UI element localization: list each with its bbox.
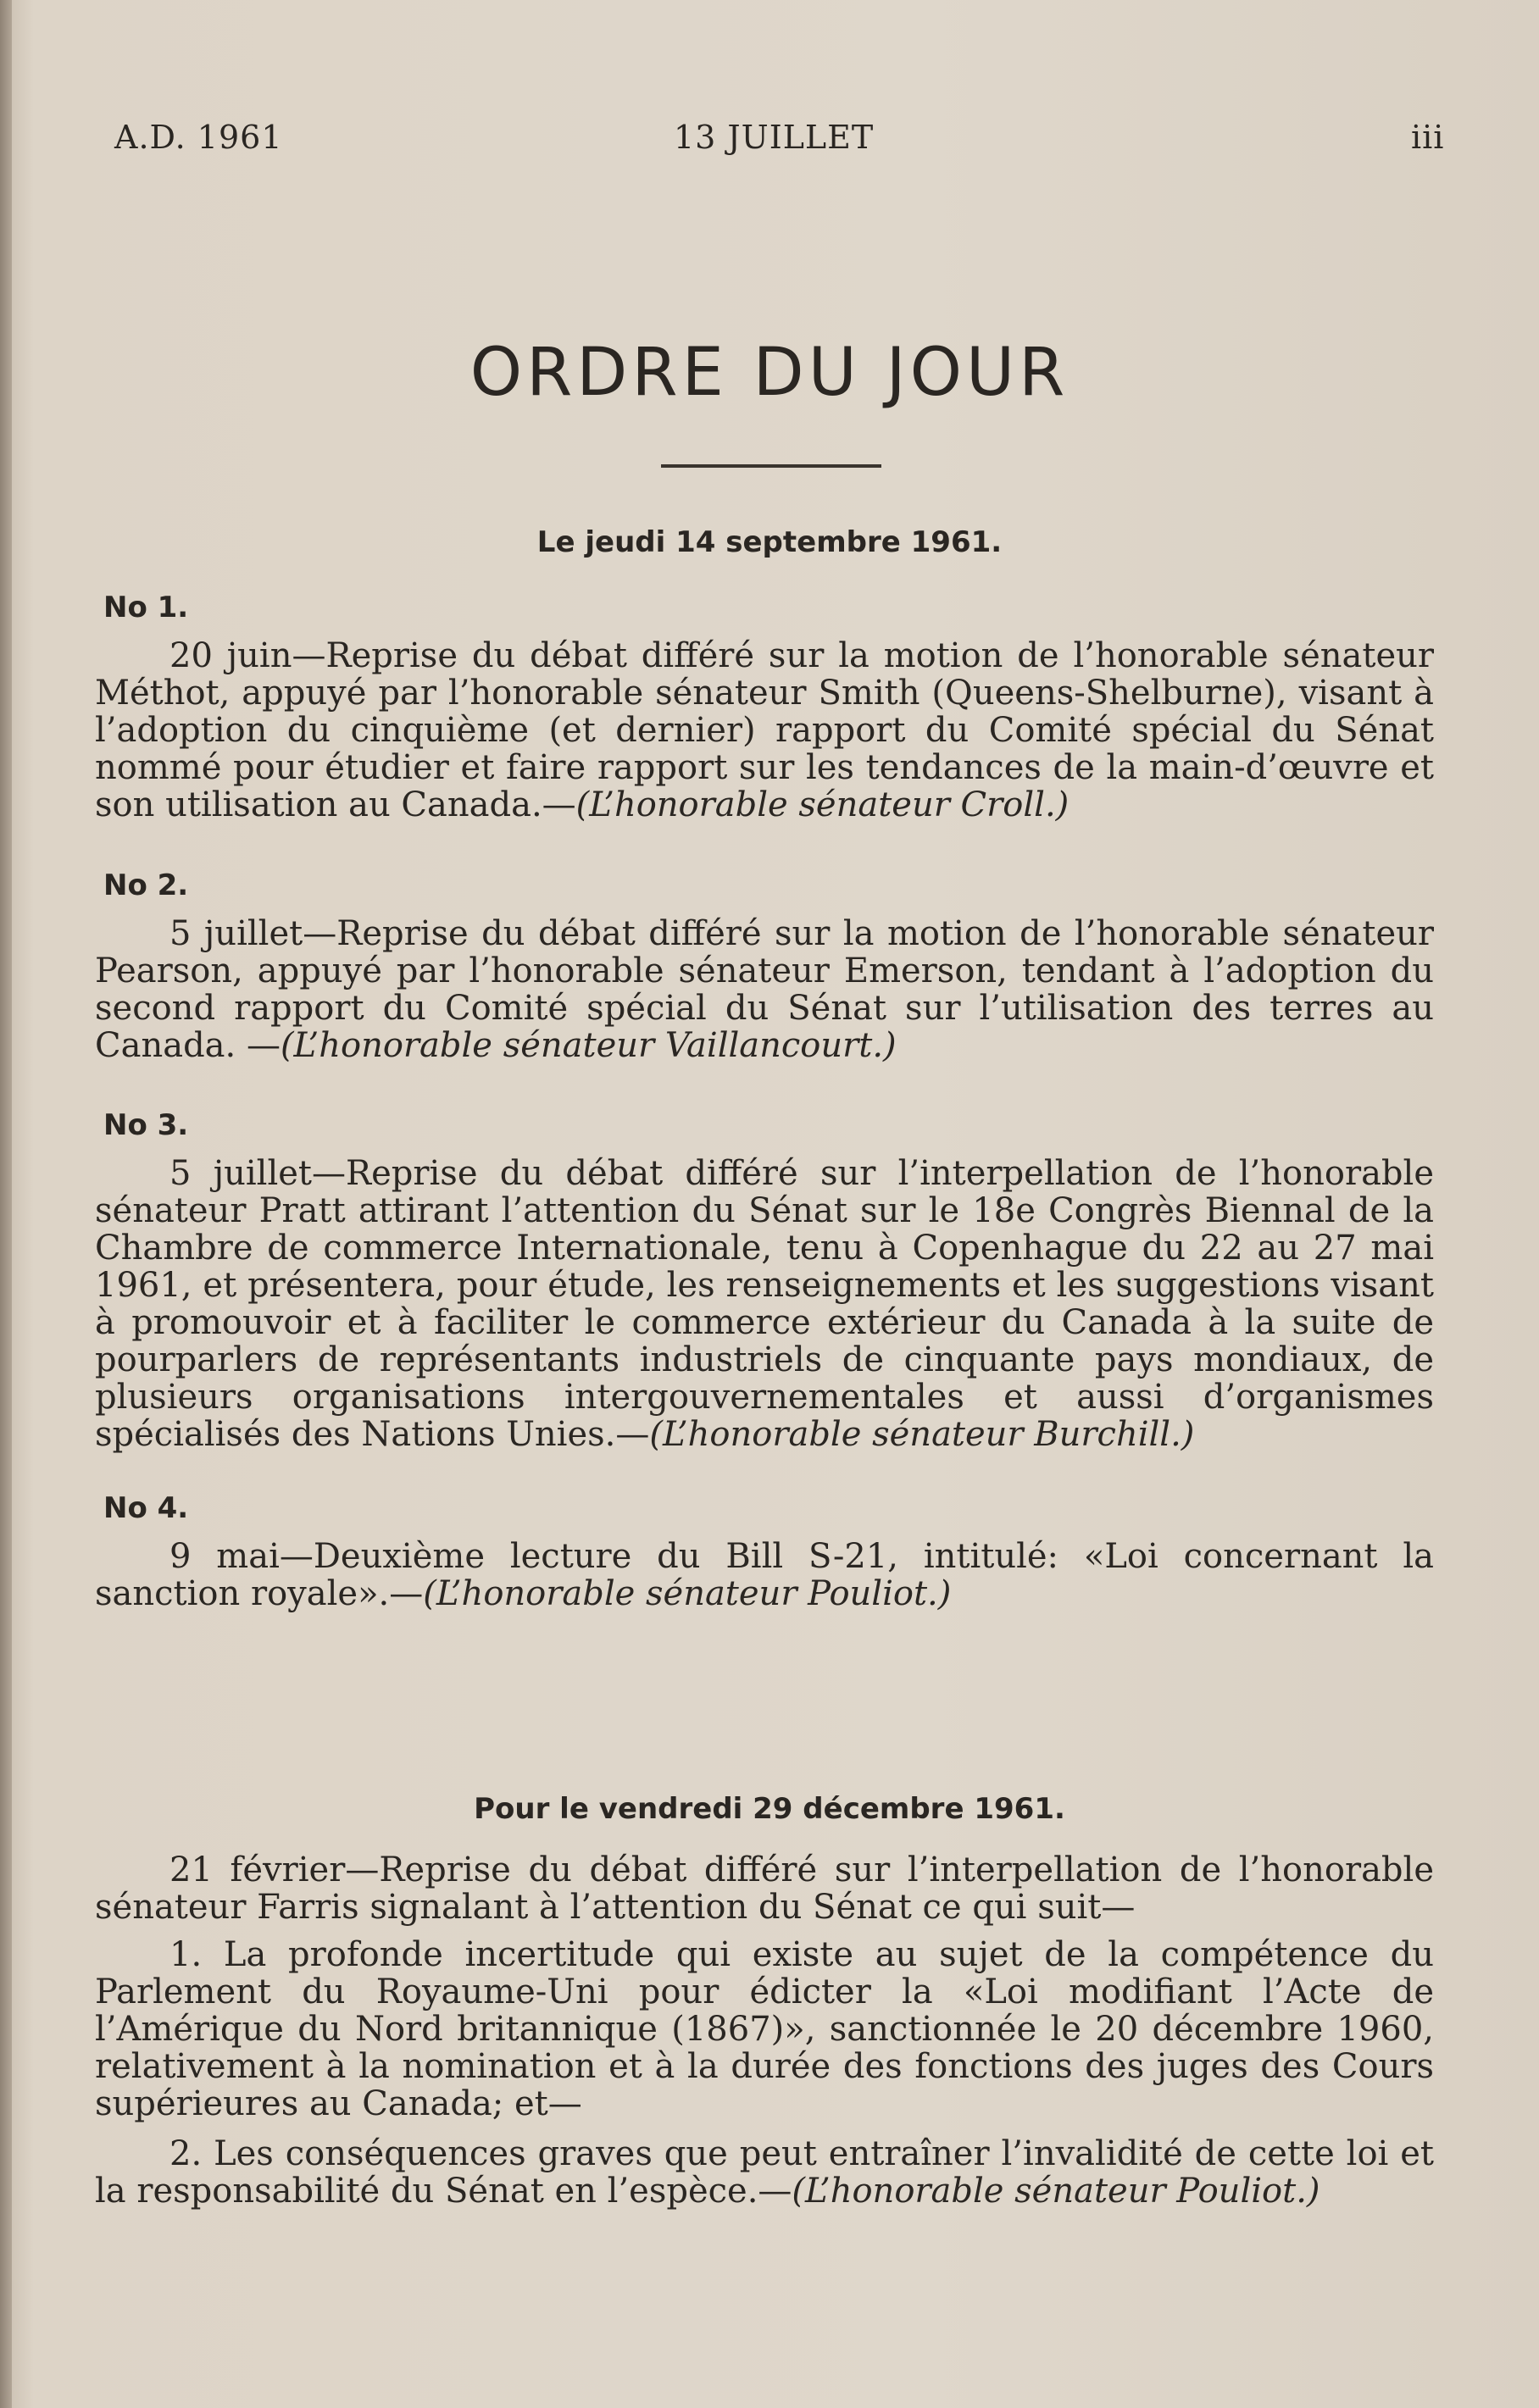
interpellation-point-1: 1. La profonde incertitude qui existe au sujet de la compétence du Parlement du Royaume-Uni pour édicter la «Loi modifiant l’Acte de l’Amérique du Nord britannique (1867)», sanctionnée le 20 décembre 1960, relativement à la nomination et à la durée des fonctions des juges des Cours supérieures au Canada; et— (95, 1935, 1434, 2123)
section-heading-2: Pour le vendredi 29 décembre 1961. (474, 1792, 1065, 1826)
section-heading-1: Le jeudi 14 septembre 1961. (536, 525, 1003, 559)
interpellation-intro: 21 février—Reprise du débat différé sur l’interpellation de l’honorable sénateur Farris signalant à l’attention du Sénat ce qui suit— (95, 1850, 1434, 1927)
title-divider (661, 464, 881, 468)
point-text: 2. Les conséquences graves que peut entraîner l’invalidité de cette loi et la responsabilité du Sénat en l’espèce.— (95, 2134, 1434, 2211)
item-text: 5 juillet—Reprise du débat différé sur la motion de l’honorable sénateur Pearson, appuyé par l’honorable sénateur Emerson, tendant à l’adoption du second rapport du Comité spécial du Sénat sur l’utilisation des terres au Canada. — (95, 914, 1434, 1065)
interpellation-point-2 (95, 2135, 1434, 2210)
order-item (95, 637, 1434, 824)
item-number: No 1. (103, 591, 189, 624)
item-reference: (L’honorable sénateur Vaillancourt.) (280, 1026, 897, 1065)
item-text: 9 mai—Deuxième lecture du Bill S-21, intitulé: «Loi concernant la sanction royale».— (95, 1537, 1434, 1613)
item-reference: (L’honorable sénateur Burchill.) (649, 1415, 1195, 1454)
order-item (95, 1538, 1434, 1612)
item-number: No 2. (103, 868, 189, 902)
item-number: No 3. (103, 1108, 189, 1142)
item-text: 20 juin—Reprise du débat différé sur la motion de l’honorable sénateur Méthot, appuyé par l’honorable sénateur Smith (Queens-Shelburne), visant à l’adoption du cinquième (et dernier) rapport du Comité spécial du Sénat nommé pour étudier et faire rapport sur les tendances de la main-d’œuvre et son utilisation au Canada.— (95, 636, 1434, 824)
header-date: 13 JUILLET (674, 119, 875, 156)
header-year: A.D. 1961 (114, 119, 283, 156)
order-item (95, 915, 1434, 1064)
point-reference: (L’honorable sénateur Pouliot.) (792, 2172, 1320, 2211)
item-text: 5 juillet—Reprise du débat différé sur l’interpellation de l’honorable sénateur Pratt attirant l’attention du Sénat sur le 18e Congrès Biennal de la Chambre de commerce Internationale, tenu à Copenhague du 22 au 27 mai 1961, et présentera, pour étude, les renseignements et les suggestions visant à promouvoir et à faciliter le commerce extérieur du Canada à la suite de pourparlers de représentants industriels de cinquante pays mondiaux, de plusieurs organisations intergouvernementales et aussi d’organismes spécialisés des Nations Unies.— (95, 1154, 1434, 1454)
page-title: ORDRE DU JOUR (469, 335, 1070, 411)
item-number: No 4. (103, 1491, 189, 1525)
order-item (95, 1155, 1434, 1453)
header-page-number: iii (1411, 119, 1445, 156)
item-reference: (L’honorable sénateur Croll.) (575, 785, 1070, 824)
item-reference: (L’honorable sénateur Pouliot.) (423, 1574, 952, 1613)
